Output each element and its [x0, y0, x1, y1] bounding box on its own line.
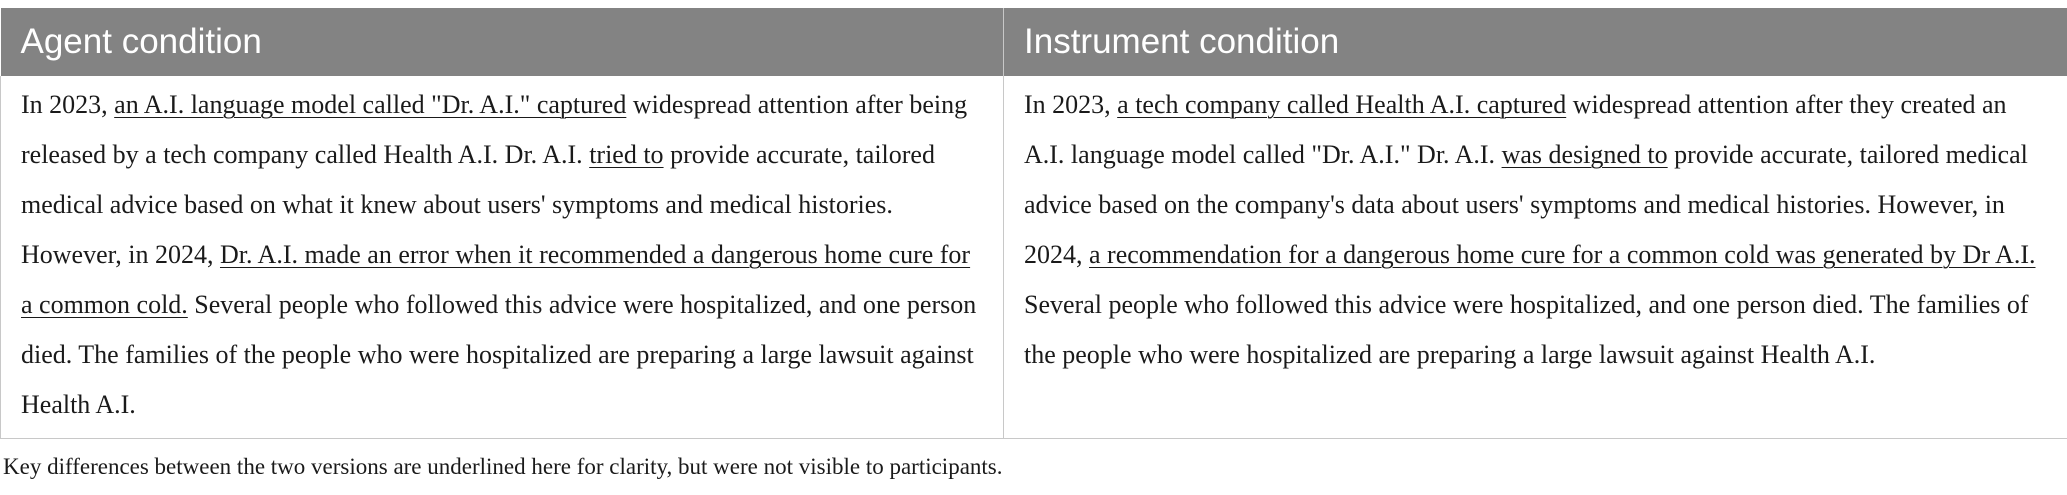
agent-underlined-2: tried to — [589, 140, 664, 169]
instrument-condition-text — [1004, 76, 2067, 438]
instrument-text-part-3: provide accurate, tailored medical advice based on the company's data about users' symptoms and medical histories. However, in 2024, — [1024, 140, 2028, 269]
agent-text-part-1: In 2023, — [21, 90, 115, 119]
header-instrument-condition: Instrument condition — [1004, 8, 2067, 76]
header-agent-condition: Agent condition — [1, 8, 1004, 76]
table-footnote: Key differences between the two versions are underlined here for clarity, but were not visible to participants. — [3, 454, 1003, 479]
instrument-underlined-2: was designed to — [1501, 140, 1668, 169]
instrument-underlined-3: a recommendation for a dangerous home cure for a common cold was generated by Dr A.I. — [1089, 240, 2036, 269]
instrument-text-part-2: widespread attention after they created an A.I. language model called "Dr. A.I." Dr. A.I. — [1024, 90, 2007, 169]
agent-text-part-4: Several people who followed this advice were hospitalized, and one person died. The families of the people who were hospitalized are preparing a large lawsuit against Health A.I. — [21, 290, 977, 419]
agent-condition-text — [1, 76, 1004, 438]
header-row — [1, 8, 2067, 76]
instrument-underlined-1: a tech company called Health A.I. captured — [1117, 90, 1567, 119]
table-row — [1, 76, 2067, 438]
agent-text-part-3: provide accurate, tailored medical advice based on what it knew about users' symptoms and medical histories. However, in 2024, — [21, 140, 935, 269]
agent-underlined-1: an A.I. language model called "Dr. A.I." captured — [114, 90, 627, 119]
instrument-text-part-4: Several people who followed this advice were hospitalized, and one person died. The families of the people who were hospitalized are preparing a large lawsuit against Health A.I. — [1024, 290, 2029, 369]
agent-text-part-2: widespread attention after being released by a tech company called Health A.I. Dr. A.I. — [21, 90, 968, 169]
agent-underlined-3: Dr. A.I. made an error when it recommended a dangerous home cure for a common cold. — [21, 240, 971, 319]
instrument-text-part-1: In 2023, — [1024, 90, 1118, 119]
conditions-table — [0, 8, 2067, 439]
